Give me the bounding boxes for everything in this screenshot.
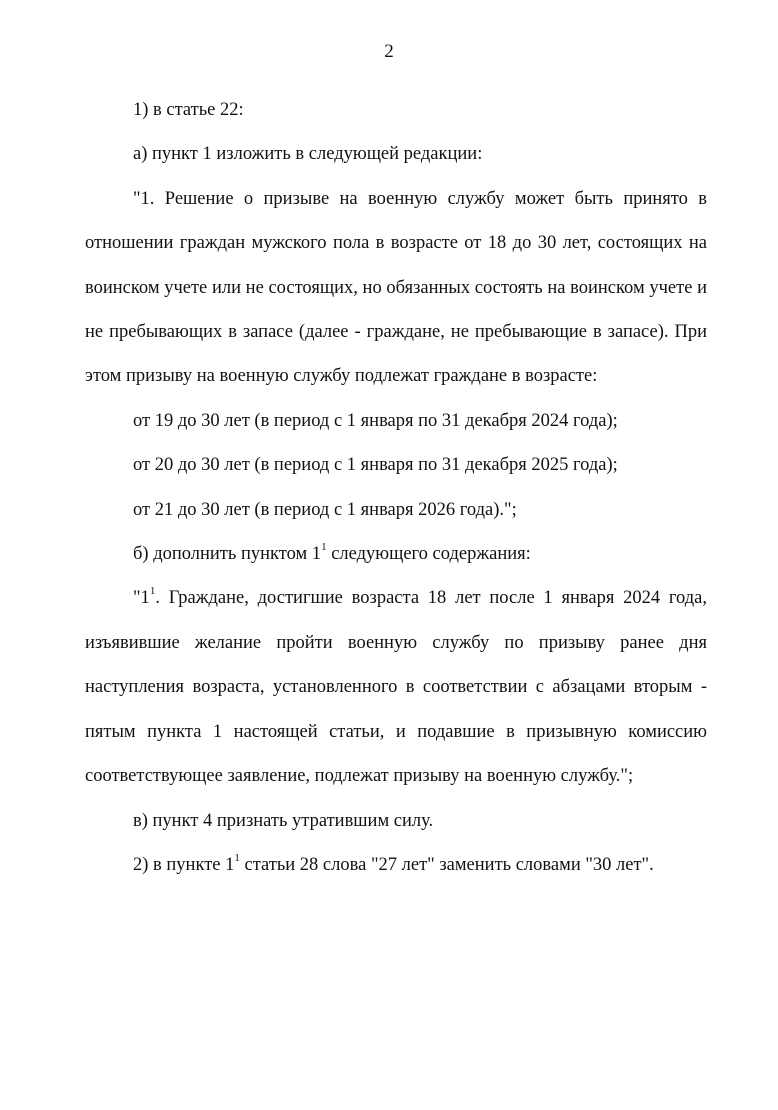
page-number: 2 [384, 41, 394, 62]
item-a: а) пункт 1 изложить в следующей редакции: [133, 144, 483, 165]
age-range-2024: от 19 до 30 лет (в период с 1 января по 31 декабря 2024 года); [133, 410, 618, 431]
item-b-superscript: 1 [321, 540, 327, 553]
item-2-superscript: 1 [234, 851, 240, 864]
clause-1-1-prefix: "1 [133, 588, 150, 609]
article22-intro: 1) в статье 22: [133, 100, 244, 120]
clause-1-1-superscript: 1 [149, 585, 156, 598]
item-v: в) пункт 4 признать утратившим силу. [133, 810, 434, 831]
document-body [85, 88, 707, 887]
item-b-prefix: б) дополнить пунктом 1 [133, 544, 322, 565]
age-range-2025: от 20 до 30 лет (в период с 1 января по 31 декабря 2025 года); [133, 455, 618, 476]
clause-1-text: "1. Решение о призыве на военную службу может быть принято в отношении граждан мужского пола в возрасте от 18 до 30 лет, состоящих на воинском учете или не состоящих, но обязанных состоять на воинском учете и не пребывающих в запасе (далее - граждане, не пребывающие в запасе). При этом призыву на военную службу подлежат граждане в возрасте: [85, 188, 707, 387]
item-b-suffix: следующего содержания: [326, 544, 531, 565]
item-2-suffix: статьи 28 слова "27 лет" заменить словами "30 лет". [239, 854, 654, 875]
age-range-2026: от 21 до 30 лет (в период с 1 января 2026 года)."; [133, 499, 517, 520]
clause-1-1-text [85, 576, 707, 798]
item-2-prefix: 2) в пункте 1 [133, 854, 235, 875]
item-b [85, 532, 707, 576]
item-2 [85, 843, 707, 887]
clause-1-1-body: . Граждане, достигшие возраста 18 лет после 1 января 2024 года, изъявившие желание пройти военную службу по призыву ранее дня наступления возраста, установленного в соответствии с абзацами вторым - пятым пункта 1 настоящей статьи, и подавшие в призывную комиссию соответствующее заявление, подлежат призыву на военную службу."; [85, 588, 707, 787]
